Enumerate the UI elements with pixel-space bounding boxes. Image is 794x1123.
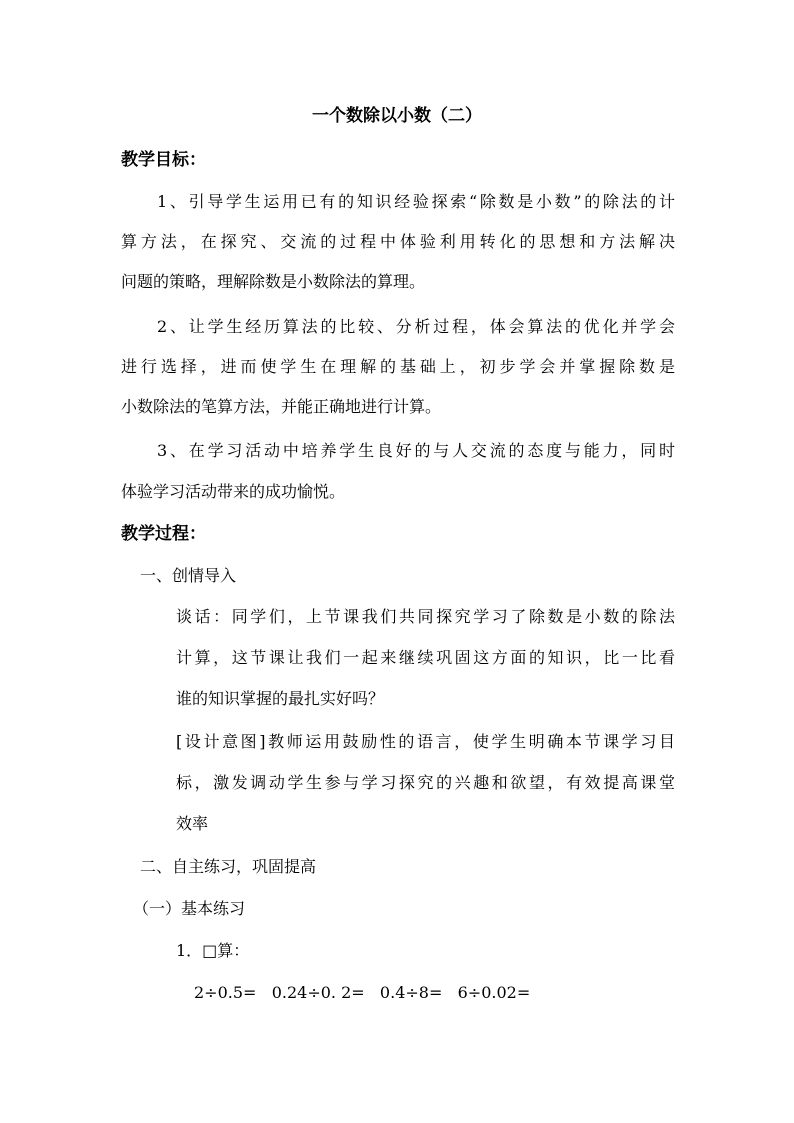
objective-2-line-3: 小数除法的笔算方法，并能正确地进行计算。	[121, 397, 442, 416]
oral-calc-label: 1．□算：	[176, 941, 250, 960]
objective-1-line-3: 问题的策略，理解除数是小数除法的算理。	[121, 272, 426, 291]
equations-line: 2÷0.5= 0.24÷0. 2= 0.4÷8= 6÷0.02=	[194, 983, 531, 1002]
objective-1-line-1: 1、引导学生运用已有的知识经验探索“除数是小数”的除法的计	[157, 192, 675, 211]
objective-1-line-2: 算方法，在探究、交流的过程中体验利用转化的思想和方法解决	[121, 232, 675, 251]
section-1-heading: 一、创情导入	[140, 566, 237, 585]
talk-line-1: 谈话：同学们，上节课我们共同探究学习了除数是小数的除法	[176, 607, 675, 626]
design-line-2: 标，激发调动学生参与学习探究的兴趣和欲望，有效提高课堂	[176, 773, 675, 792]
document-title: 一个数除以小数（二）	[312, 106, 482, 126]
objective-2-line-2: 进行选择，进而使学生在理解的基础上，初步学会并掌握除数是	[121, 357, 675, 376]
objective-2-line-1: 2、让学生经历算法的比较、分析过程，体会算法的优化并学会	[157, 317, 675, 336]
objective-3-line-1: 3、在学习活动中培养学生良好的与人交流的态度与能力，同时	[157, 441, 675, 460]
talk-line-3: 谁的知识掌握的最扎实好吗？	[176, 689, 385, 708]
objective-3-line-2: 体验学习活动带来的成功愉悦。	[121, 482, 346, 501]
objectives-heading: 教学目标：	[121, 150, 206, 170]
talk-line-2: 计算，这节课让我们一起来继续巩固这方面的知识，比一比看	[176, 648, 675, 667]
design-line-1: [设计意图]教师运用鼓励性的语言，使学生明确本节课学习目	[176, 732, 675, 751]
basic-practice-heading: （一）基本练习	[133, 899, 246, 918]
process-heading: 教学过程：	[121, 524, 206, 544]
design-line-3: 效率	[176, 814, 209, 833]
section-2-heading: 二、自主练习，巩固提高	[140, 857, 317, 876]
